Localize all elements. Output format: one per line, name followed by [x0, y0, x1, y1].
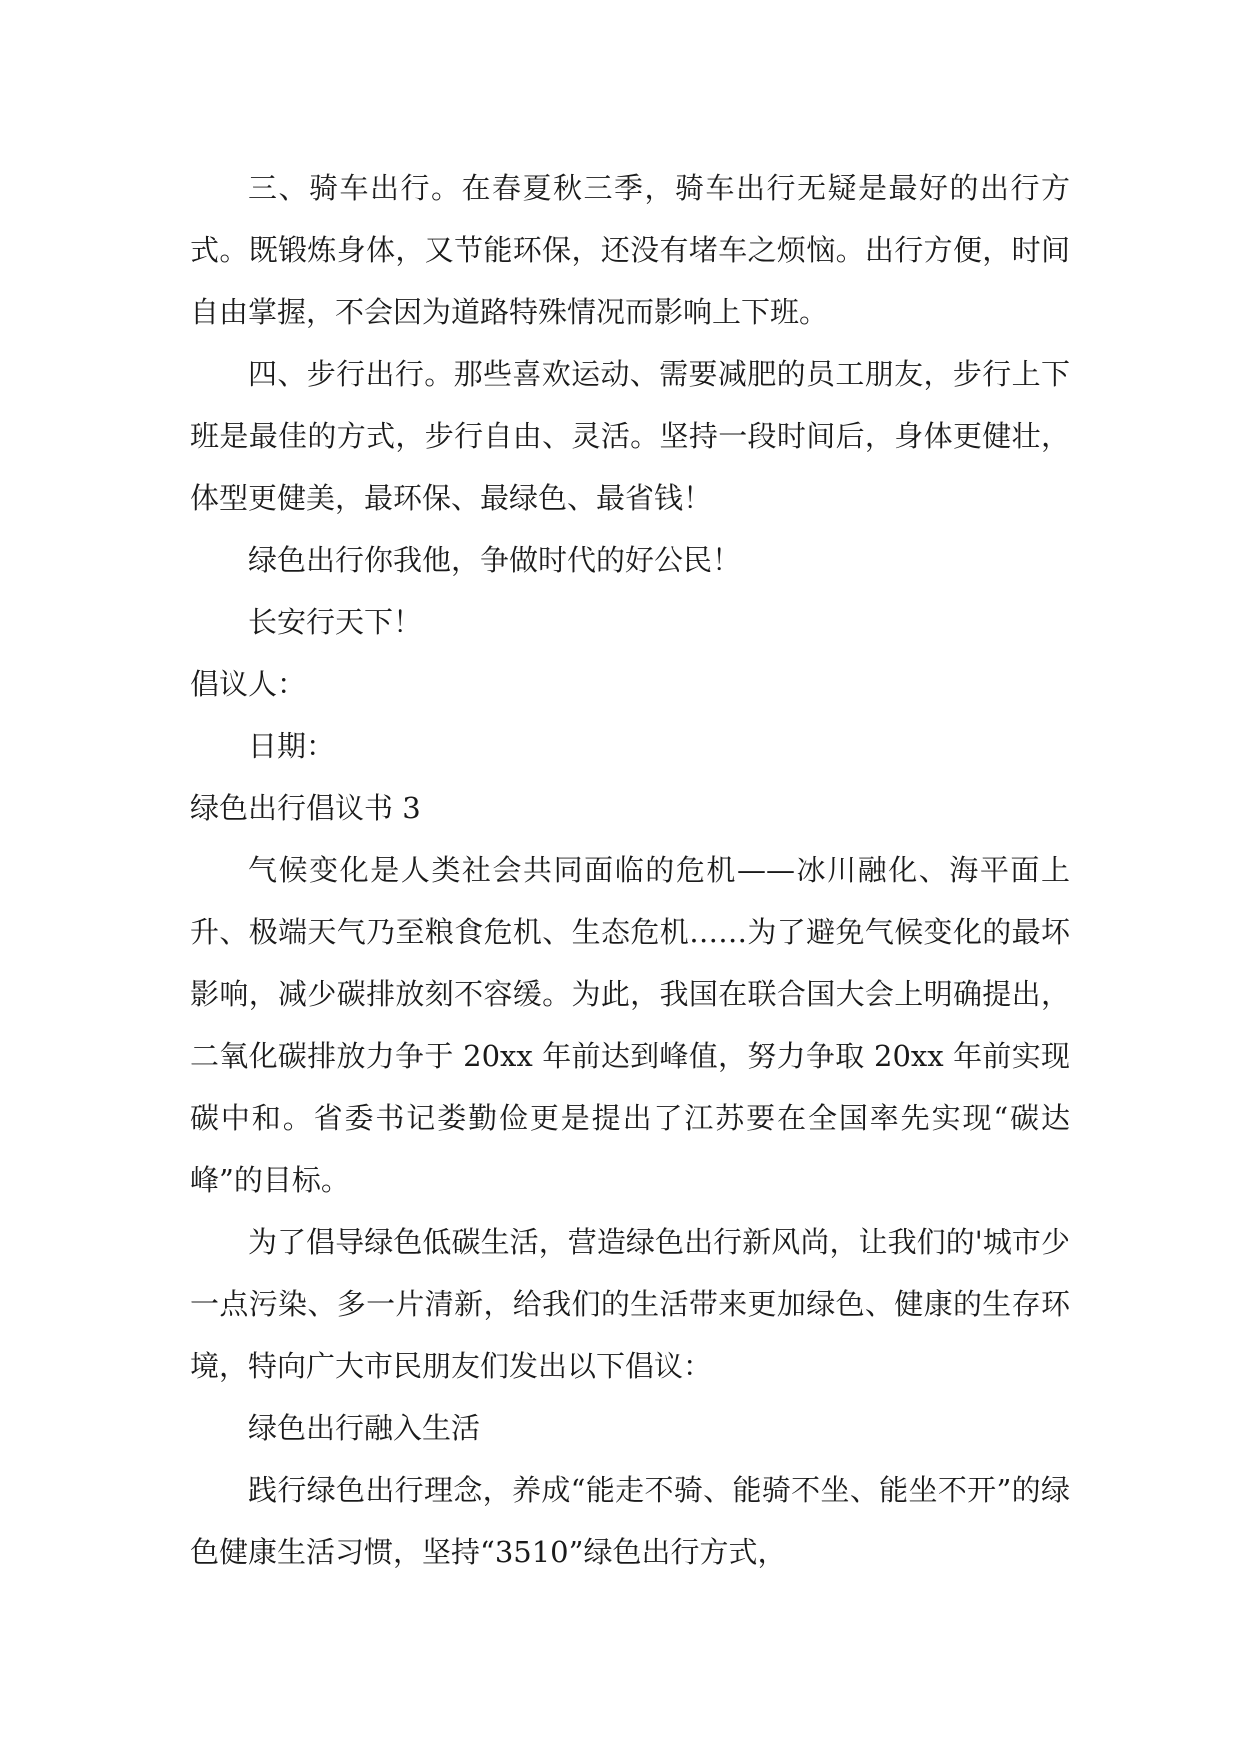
- paragraph-walking: 四、步行出行。那些喜欢运动、需要减肥的员工朋友，步行上下班是最佳的方式，步行自由、灵活。坚持一段时间后，身体更健壮，体型更健美，最环保、最绿色、最省钱！: [190, 357, 1070, 515]
- date-label: 日期：: [248, 729, 336, 763]
- section-title: 绿色出行倡议书 3: [190, 791, 421, 825]
- proposer-label: 倡议人：: [190, 667, 307, 701]
- document-body: [190, 157, 1070, 1583]
- paragraph-cycling: 三、骑车出行。在春夏秋三季，骑车出行无疑是最好的出行方式。既锻炼身体，又节能环保，还没有堵车之烦恼。出行方便，时间自由掌握，不会因为道路特殊情况而影响上下班。: [190, 171, 1070, 329]
- paragraph-practice: 践行绿色出行理念，养成“能走不骑、能骑不坐、能坐不开”的绿色健康生活习惯，坚持“3510”绿色出行方式，: [190, 1473, 1070, 1569]
- slogan-green-travel: 绿色出行你我他，争做时代的好公民！: [248, 543, 742, 577]
- paragraph-initiative: 为了倡导绿色低碳生活，营造绿色出行新风尚，让我们的'城市少一点污染、多一片清新，给我们的生活带来更加绿色、健康的生存环境，特向广大市民朋友们发出以下倡议：: [190, 1225, 1070, 1383]
- paragraph-climate: 气候变化是人类社会共同面临的危机——冰川融化、海平面上升、极端天气乃至粮食危机、生态危机……为了避免气候变化的最坏影响，减少碳排放刻不容缓。为此，我国在联合国大会上明确提出，二氧化碳排放力争于 20xx 年前达到峰值，努力争取 20xx 年前实现碳中和。省委书记娄勤俭更是提出了江苏要在全国率先实现“碳达峰”的目标。: [190, 853, 1070, 1197]
- subheading-green-life: 绿色出行融入生活: [248, 1411, 481, 1445]
- slogan-changan: 长安行天下！: [248, 605, 423, 639]
